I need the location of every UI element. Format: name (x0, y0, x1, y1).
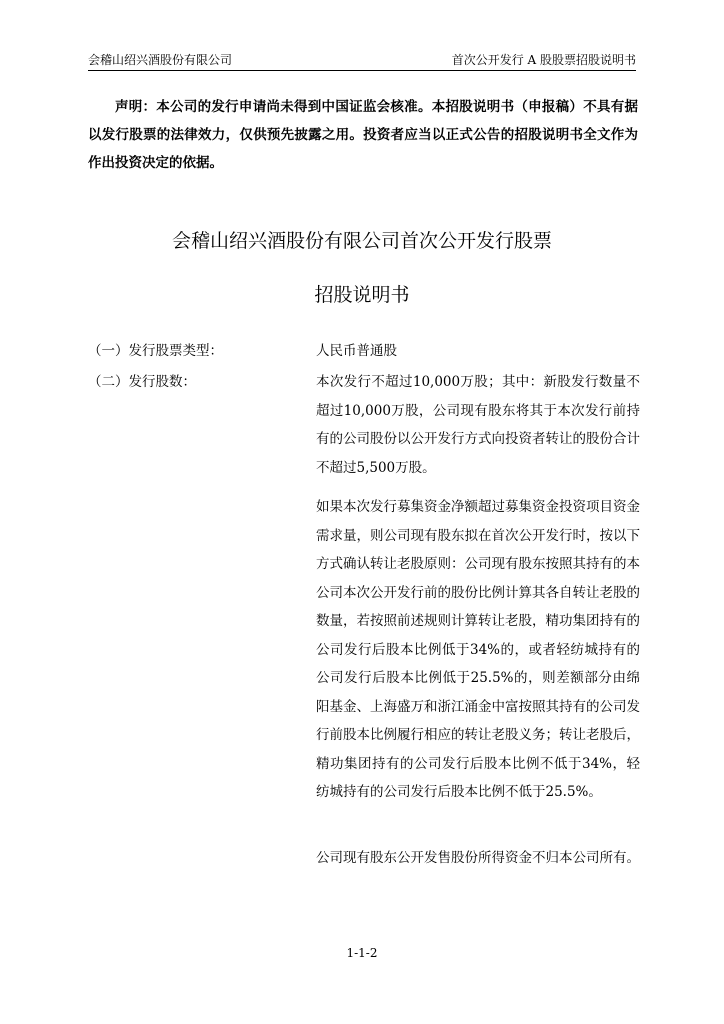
item-value-share-count-paragraph-1: 本次发行不超过10,000万股；其中：新股发行数量不超过10,000万股，公司现有股东将其于本次发行前持有的公司股份以公开发行方式向投资者转让的股份合计不超过5,500万股。 (316, 374, 640, 476)
document-title-line2: 招股说明书 (314, 284, 410, 306)
item-value-stock-type: 人民币普通股 (316, 343, 397, 359)
item-value-share-count-paragraph-2: 如果本次发行募集资金净额超过募集资金投资项目资金需求量，则公司现有股东拟在首次公开发行时，按以下方式确认转让老股原则：公司现有股东按照其持有的本公司本次公开发行前的股份比例计算其各自转让老股的数量，若按照前述规则计算转让老股，精功集团持有的公司发行后股本比例低于34%的，或者轻纺城持有的公司发行后股本比例低于25.5%的，则差额部分由绵阳基金、上海盛万和浙江涌金中富按照其持有的公司发行前股本比例履行相应的转让老股义务；转让老股后，精功集团持有的公司发行后股本比例不低于34%，轻纺城持有的公司发行后股本比例不低于25.5%。 (316, 499, 640, 800)
item-label-stock-type: （一）发行股票类型： (88, 343, 223, 359)
disclaimer-statement: 声明：本公司的发行申请尚未得到中国证监会核准。本招股说明书（申报稿）不具有据以发行股票的法律效力，仅供预先披露之用。投资者应当以正式公告的招股说明书全文作为作出投资决定的依据。 (88, 99, 638, 171)
item-value-share-count-paragraph-3: 公司现有股东公开发售股份所得资金不归本公司所有。 (316, 850, 640, 866)
page-header (88, 50, 636, 71)
header-company-name: 会稽山绍兴酒股份有限公司 (88, 53, 233, 67)
item-label-share-count: （二）发行股数： (88, 374, 196, 390)
document-title-line1: 会稽山绍兴酒股份有限公司首次公开发行股票 (171, 230, 552, 252)
header-document-title: 首次公开发行 A 股股票招股说明书 (451, 53, 636, 67)
page-number: 1-1-2 (346, 946, 378, 960)
